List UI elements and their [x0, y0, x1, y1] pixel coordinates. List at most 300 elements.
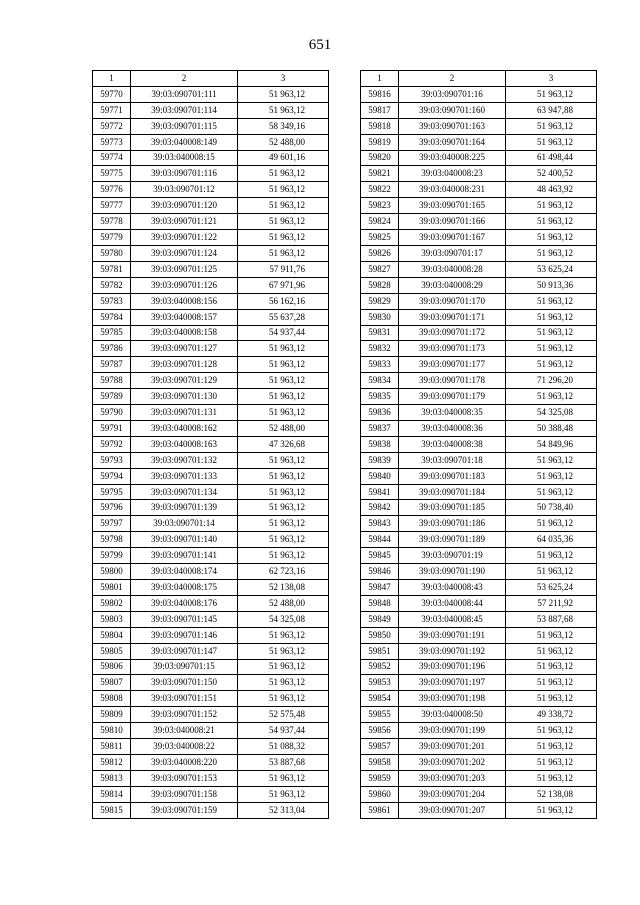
- table-row: [361, 293, 597, 309]
- value-cell: 51 963,12: [506, 723, 597, 739]
- table-row: [361, 516, 597, 532]
- value-cell: 71 296,20: [506, 373, 597, 389]
- value-cell: 51 963,12: [238, 468, 329, 484]
- cadastral-number-cell: 39:03:040008:158: [131, 325, 238, 341]
- row-number-cell: 59805: [93, 643, 131, 659]
- table-row: [93, 675, 329, 691]
- column-header: 3: [506, 71, 597, 87]
- cadastral-number-cell: 39:03:090701:198: [399, 691, 506, 707]
- row-number-cell: 59771: [93, 102, 131, 118]
- row-number-cell: 59843: [361, 516, 399, 532]
- table-row: [93, 373, 329, 389]
- table-row: [93, 516, 329, 532]
- column-header: 1: [93, 71, 131, 87]
- cadastral-number-cell: 39:03:090701:132: [131, 452, 238, 468]
- table-row: [93, 532, 329, 548]
- row-number-cell: 59778: [93, 214, 131, 230]
- value-cell: 49 601,16: [238, 150, 329, 166]
- table-row: [361, 102, 597, 118]
- table-row: [361, 659, 597, 675]
- table-row: [93, 198, 329, 214]
- cadastral-number-cell: 39:03:090701:186: [399, 516, 506, 532]
- cadastral-number-cell: 39:03:090701:120: [131, 198, 238, 214]
- value-cell: 51 963,12: [506, 134, 597, 150]
- cadastral-number-cell: 39:03:090701:170: [399, 293, 506, 309]
- value-cell: 52 138,08: [506, 786, 597, 802]
- table-row: [93, 500, 329, 516]
- table-row: [361, 405, 597, 421]
- table-row: [361, 707, 597, 723]
- table-row: [93, 405, 329, 421]
- value-cell: 51 963,12: [238, 770, 329, 786]
- cadastral-number-cell: 39:03:090701:201: [399, 739, 506, 755]
- table-row: [361, 166, 597, 182]
- cadastral-number-cell: 39:03:040008:28: [399, 261, 506, 277]
- row-number-cell: 59812: [93, 754, 131, 770]
- cadastral-number-cell: 39:03:090701:207: [399, 802, 506, 818]
- value-cell: 51 963,12: [506, 245, 597, 261]
- value-cell: 51 963,12: [506, 452, 597, 468]
- table-row: [93, 150, 329, 166]
- page-number: 651: [308, 37, 332, 53]
- table-row: [93, 691, 329, 707]
- cadastral-number-cell: 39:03:040008:15: [131, 150, 238, 166]
- cadastral-number-cell: 39:03:090701:116: [131, 166, 238, 182]
- table-row: [93, 452, 329, 468]
- row-number-cell: 59847: [361, 580, 399, 596]
- value-cell: 51 963,12: [506, 484, 597, 500]
- cadastral-number-cell: 39:03:090701:184: [399, 484, 506, 500]
- row-number-cell: 59811: [93, 739, 131, 755]
- row-number-cell: 59826: [361, 245, 399, 261]
- table-row: [93, 86, 329, 102]
- row-number-cell: 59830: [361, 309, 399, 325]
- value-cell: 51 963,12: [238, 245, 329, 261]
- row-number-cell: 59783: [93, 293, 131, 309]
- cadastral-number-cell: 39:03:040008:22: [131, 739, 238, 755]
- value-cell: 50 738,40: [506, 500, 597, 516]
- cadastral-number-cell: 39:03:090701:133: [131, 468, 238, 484]
- cadastral-number-cell: 39:03:090701:166: [399, 214, 506, 230]
- table-row: [93, 389, 329, 405]
- row-number-cell: 59840: [361, 468, 399, 484]
- cadastral-number-cell: 39:03:090701:129: [131, 373, 238, 389]
- value-cell: 52 138,08: [238, 580, 329, 596]
- value-cell: 52 313,04: [238, 802, 329, 818]
- row-number-cell: 59793: [93, 452, 131, 468]
- table-row: [361, 245, 597, 261]
- row-number-cell: 59774: [93, 150, 131, 166]
- row-number-cell: 59825: [361, 230, 399, 246]
- cadastral-number-cell: 39:03:090701:197: [399, 675, 506, 691]
- table-row: [361, 309, 597, 325]
- table-row: [361, 484, 597, 500]
- cadastral-number-cell: 39:03:090701:145: [131, 611, 238, 627]
- value-cell: 58 349,16: [238, 118, 329, 134]
- value-cell: 51 963,12: [506, 770, 597, 786]
- cadastral-number-cell: 39:03:040008:38: [399, 436, 506, 452]
- value-cell: 52 488,00: [238, 134, 329, 150]
- row-number-cell: 59829: [361, 293, 399, 309]
- header-row: [361, 71, 597, 87]
- cadastral-number-cell: 39:03:090701:191: [399, 627, 506, 643]
- cadastral-number-cell: 39:03:090701:130: [131, 389, 238, 405]
- value-cell: 51 963,12: [238, 214, 329, 230]
- table-row: [361, 325, 597, 341]
- row-number-cell: 59860: [361, 786, 399, 802]
- cadastral-number-cell: 39:03:090701:172: [399, 325, 506, 341]
- value-cell: 54 937,44: [238, 325, 329, 341]
- cadastral-number-cell: 39:03:090701:164: [399, 134, 506, 150]
- cadastral-number-cell: 39:03:090701:189: [399, 532, 506, 548]
- value-cell: 51 963,12: [506, 659, 597, 675]
- row-number-cell: 59792: [93, 436, 131, 452]
- cadastral-number-cell: 39:03:090701:134: [131, 484, 238, 500]
- cadastral-number-cell: 39:03:040008:174: [131, 564, 238, 580]
- cadastral-number-cell: 39:03:090701:202: [399, 754, 506, 770]
- table-row: [361, 261, 597, 277]
- row-number-cell: 59844: [361, 532, 399, 548]
- value-cell: 51 963,12: [506, 802, 597, 818]
- table-row: [93, 166, 329, 182]
- table-row: [93, 357, 329, 373]
- row-number-cell: 59857: [361, 739, 399, 755]
- row-number-cell: 59835: [361, 389, 399, 405]
- row-number-cell: 59833: [361, 357, 399, 373]
- cadastral-number-cell: 39:03:040008:21: [131, 723, 238, 739]
- table-row: [361, 611, 597, 627]
- cadastral-number-cell: 39:03:090701:177: [399, 357, 506, 373]
- cadastral-number-cell: 39:03:090701:111: [131, 86, 238, 102]
- value-cell: 51 963,12: [238, 691, 329, 707]
- table-row: [361, 182, 597, 198]
- table-row: [361, 500, 597, 516]
- cadastral-number-cell: 39:03:090701:18: [399, 452, 506, 468]
- row-number-cell: 59803: [93, 611, 131, 627]
- table-row: [93, 118, 329, 134]
- row-number-cell: 59816: [361, 86, 399, 102]
- value-cell: 51 963,12: [238, 548, 329, 564]
- table-row: [361, 198, 597, 214]
- row-number-cell: 59790: [93, 405, 131, 421]
- table-row: [361, 468, 597, 484]
- row-number-cell: 59815: [93, 802, 131, 818]
- value-cell: 51 088,32: [238, 739, 329, 755]
- value-cell: 51 963,12: [238, 166, 329, 182]
- row-number-cell: 59775: [93, 166, 131, 182]
- value-cell: 51 963,12: [238, 484, 329, 500]
- cadastral-number-cell: 39:03:090701:158: [131, 786, 238, 802]
- table-row: [93, 293, 329, 309]
- cadastral-number-cell: 39:03:090701:196: [399, 659, 506, 675]
- value-cell: 57 211,92: [506, 595, 597, 611]
- table-row: [361, 420, 597, 436]
- value-cell: 51 963,12: [506, 468, 597, 484]
- value-cell: 54 849,96: [506, 436, 597, 452]
- row-number-cell: 59797: [93, 516, 131, 532]
- cadastral-number-cell: 39:03:040008:35: [399, 405, 506, 421]
- cadastral-number-cell: 39:03:040008:163: [131, 436, 238, 452]
- table-row: [361, 373, 597, 389]
- cadastral-number-cell: 39:03:090701:147: [131, 643, 238, 659]
- row-number-cell: 59836: [361, 405, 399, 421]
- table-row: [93, 770, 329, 786]
- row-number-cell: 59788: [93, 373, 131, 389]
- row-number-cell: 59839: [361, 452, 399, 468]
- cadastral-number-cell: 39:03:090701:185: [399, 500, 506, 516]
- row-number-cell: 59770: [93, 86, 131, 102]
- value-cell: 51 963,12: [238, 452, 329, 468]
- table-row: [361, 214, 597, 230]
- table-row: [361, 691, 597, 707]
- cadastral-number-cell: 39:03:090701:125: [131, 261, 238, 277]
- value-cell: 51 963,12: [238, 389, 329, 405]
- row-number-cell: 59807: [93, 675, 131, 691]
- table-row: [361, 436, 597, 452]
- value-cell: 51 963,12: [506, 691, 597, 707]
- value-cell: 51 963,12: [238, 643, 329, 659]
- row-number-cell: 59848: [361, 595, 399, 611]
- cadastral-number-cell: 39:03:040008:176: [131, 595, 238, 611]
- cadastral-number-cell: 39:03:040008:44: [399, 595, 506, 611]
- value-cell: 63 947,88: [506, 102, 597, 118]
- column-header: 2: [399, 71, 506, 87]
- cadastral-number-cell: 39:03:090701:131: [131, 405, 238, 421]
- value-cell: 51 963,12: [506, 675, 597, 691]
- cadastral-number-cell: 39:03:090701:19: [399, 548, 506, 564]
- value-cell: 51 963,12: [506, 309, 597, 325]
- table-row: [93, 707, 329, 723]
- row-number-cell: 59794: [93, 468, 131, 484]
- row-number-cell: 59795: [93, 484, 131, 500]
- value-cell: 53 887,68: [238, 754, 329, 770]
- row-number-cell: 59834: [361, 373, 399, 389]
- table-row: [93, 580, 329, 596]
- cadastral-number-cell: 39:03:090701:153: [131, 770, 238, 786]
- cadastral-number-cell: 39:03:090701:124: [131, 245, 238, 261]
- table-row: [361, 341, 597, 357]
- table-row: [93, 325, 329, 341]
- value-cell: 54 325,08: [506, 405, 597, 421]
- value-cell: 61 498,44: [506, 150, 597, 166]
- value-cell: 51 963,12: [238, 102, 329, 118]
- cadastral-number-cell: 39:03:090701:16: [399, 86, 506, 102]
- table-row: [93, 102, 329, 118]
- value-cell: 51 963,12: [238, 786, 329, 802]
- table-row: [361, 230, 597, 246]
- row-number-cell: 59814: [93, 786, 131, 802]
- table-row: [93, 245, 329, 261]
- table-row: [361, 770, 597, 786]
- row-number-cell: 59845: [361, 548, 399, 564]
- row-number-cell: 59796: [93, 500, 131, 516]
- value-cell: 51 963,12: [506, 293, 597, 309]
- row-number-cell: 59789: [93, 389, 131, 405]
- row-number-cell: 59776: [93, 182, 131, 198]
- value-cell: 51 963,12: [238, 500, 329, 516]
- value-cell: 51 963,12: [238, 373, 329, 389]
- table-row: [361, 389, 597, 405]
- value-cell: 51 963,12: [506, 389, 597, 405]
- value-cell: 51 963,12: [506, 325, 597, 341]
- row-number-cell: 59806: [93, 659, 131, 675]
- value-cell: 51 963,12: [506, 564, 597, 580]
- cadastral-number-cell: 39:03:040008:162: [131, 420, 238, 436]
- value-cell: 47 326,68: [238, 436, 329, 452]
- row-number-cell: 59809: [93, 707, 131, 723]
- value-cell: 51 963,12: [238, 516, 329, 532]
- row-number-cell: 59859: [361, 770, 399, 786]
- cadastral-number-cell: 39:03:040008:157: [131, 309, 238, 325]
- table-row: [93, 643, 329, 659]
- table-row: [361, 802, 597, 818]
- cadastral-number-cell: 39:03:090701:151: [131, 691, 238, 707]
- value-cell: 49 338,72: [506, 707, 597, 723]
- value-cell: 48 463,92: [506, 182, 597, 198]
- value-cell: 52 488,00: [238, 420, 329, 436]
- cadastral-number-cell: 39:03:040008:50: [399, 707, 506, 723]
- cadastral-number-cell: 39:03:090701:128: [131, 357, 238, 373]
- table-row: [93, 802, 329, 818]
- row-number-cell: 59846: [361, 564, 399, 580]
- cadastral-number-cell: 39:03:090701:127: [131, 341, 238, 357]
- cadastral-number-cell: 39:03:090701:139: [131, 500, 238, 516]
- row-number-cell: 59820: [361, 150, 399, 166]
- table-row: [93, 611, 329, 627]
- value-cell: 51 963,12: [506, 739, 597, 755]
- table-row: [93, 341, 329, 357]
- row-number-cell: 59773: [93, 134, 131, 150]
- row-number-cell: 59802: [93, 595, 131, 611]
- cadastral-number-cell: 39:03:090701:14: [131, 516, 238, 532]
- cadastral-number-cell: 39:03:040008:36: [399, 420, 506, 436]
- table-row: [361, 564, 597, 580]
- value-cell: 50 388,48: [506, 420, 597, 436]
- value-cell: 54 937,44: [238, 723, 329, 739]
- value-cell: 51 963,12: [238, 627, 329, 643]
- table-row: [93, 134, 329, 150]
- row-number-cell: 59821: [361, 166, 399, 182]
- cadastral-number-cell: 39:03:040008:43: [399, 580, 506, 596]
- cadastral-number-cell: 39:03:090701:150: [131, 675, 238, 691]
- row-number-cell: 59818: [361, 118, 399, 134]
- row-number-cell: 59842: [361, 500, 399, 516]
- row-number-cell: 59801: [93, 580, 131, 596]
- row-number-cell: 59828: [361, 277, 399, 293]
- cadastral-number-cell: 39:03:090701:178: [399, 373, 506, 389]
- value-cell: 51 963,12: [238, 532, 329, 548]
- left-table: [92, 70, 329, 819]
- row-number-cell: 59832: [361, 341, 399, 357]
- row-number-cell: 59786: [93, 341, 131, 357]
- table-row: [361, 357, 597, 373]
- row-number-cell: 59856: [361, 723, 399, 739]
- value-cell: 51 963,12: [506, 198, 597, 214]
- cadastral-number-cell: 39:03:090701:140: [131, 532, 238, 548]
- cadastral-number-cell: 39:03:090701:141: [131, 548, 238, 564]
- table-row: [361, 580, 597, 596]
- value-cell: 52 400,52: [506, 166, 597, 182]
- table-row: [361, 595, 597, 611]
- value-cell: 51 963,12: [238, 198, 329, 214]
- value-cell: 51 963,12: [238, 675, 329, 691]
- table-row: [93, 659, 329, 675]
- value-cell: 51 963,12: [238, 230, 329, 246]
- row-number-cell: 59791: [93, 420, 131, 436]
- cadastral-number-cell: 39:03:090701:179: [399, 389, 506, 405]
- table-row: [361, 118, 597, 134]
- row-number-cell: 59810: [93, 723, 131, 739]
- value-cell: 51 963,12: [506, 643, 597, 659]
- table-row: [361, 786, 597, 802]
- row-number-cell: 59813: [93, 770, 131, 786]
- row-number-cell: 59823: [361, 198, 399, 214]
- value-cell: 57 911,76: [238, 261, 329, 277]
- table-row: [361, 277, 597, 293]
- cadastral-number-cell: 39:03:040008:29: [399, 277, 506, 293]
- cadastral-number-cell: 39:03:090701:146: [131, 627, 238, 643]
- table-row: [93, 420, 329, 436]
- cadastral-number-cell: 39:03:040008:45: [399, 611, 506, 627]
- row-number-cell: 59808: [93, 691, 131, 707]
- table-row: [361, 723, 597, 739]
- row-number-cell: 59799: [93, 548, 131, 564]
- table-row: [93, 484, 329, 500]
- table-row: [93, 436, 329, 452]
- value-cell: 54 325,08: [238, 611, 329, 627]
- column-header: 1: [361, 71, 399, 87]
- cadastral-number-cell: 39:03:090701:160: [399, 102, 506, 118]
- cadastral-number-cell: 39:03:090701:165: [399, 198, 506, 214]
- row-number-cell: 59850: [361, 627, 399, 643]
- cadastral-number-cell: 39:03:090701:173: [399, 341, 506, 357]
- table-row: [361, 86, 597, 102]
- cadastral-number-cell: 39:03:090701:163: [399, 118, 506, 134]
- value-cell: 64 035,36: [506, 532, 597, 548]
- table-row: [93, 182, 329, 198]
- row-number-cell: 59782: [93, 277, 131, 293]
- row-number-cell: 59853: [361, 675, 399, 691]
- table-row: [93, 786, 329, 802]
- cadastral-number-cell: 39:03:090701:121: [131, 214, 238, 230]
- row-number-cell: 59772: [93, 118, 131, 134]
- cadastral-number-cell: 39:03:090701:114: [131, 102, 238, 118]
- cadastral-number-cell: 39:03:040008:149: [131, 134, 238, 150]
- cadastral-number-cell: 39:03:090701:122: [131, 230, 238, 246]
- cadastral-number-cell: 39:03:090701:183: [399, 468, 506, 484]
- value-cell: 51 963,12: [506, 341, 597, 357]
- cadastral-number-cell: 39:03:090701:204: [399, 786, 506, 802]
- cadastral-number-cell: 39:03:090701:115: [131, 118, 238, 134]
- row-number-cell: 59781: [93, 261, 131, 277]
- row-number-cell: 59854: [361, 691, 399, 707]
- value-cell: 51 963,12: [506, 86, 597, 102]
- row-number-cell: 59838: [361, 436, 399, 452]
- row-number-cell: 59855: [361, 707, 399, 723]
- table-row: [93, 595, 329, 611]
- cadastral-number-cell: 39:03:040008:23: [399, 166, 506, 182]
- table-row: [93, 627, 329, 643]
- row-number-cell: 59841: [361, 484, 399, 500]
- row-number-cell: 59777: [93, 198, 131, 214]
- table-row: [361, 532, 597, 548]
- cadastral-number-cell: 39:03:040008:225: [399, 150, 506, 166]
- cadastral-number-cell: 39:03:090701:15: [131, 659, 238, 675]
- table-row: [361, 548, 597, 564]
- table-row: [93, 754, 329, 770]
- column-header: 3: [238, 71, 329, 87]
- row-number-cell: 59804: [93, 627, 131, 643]
